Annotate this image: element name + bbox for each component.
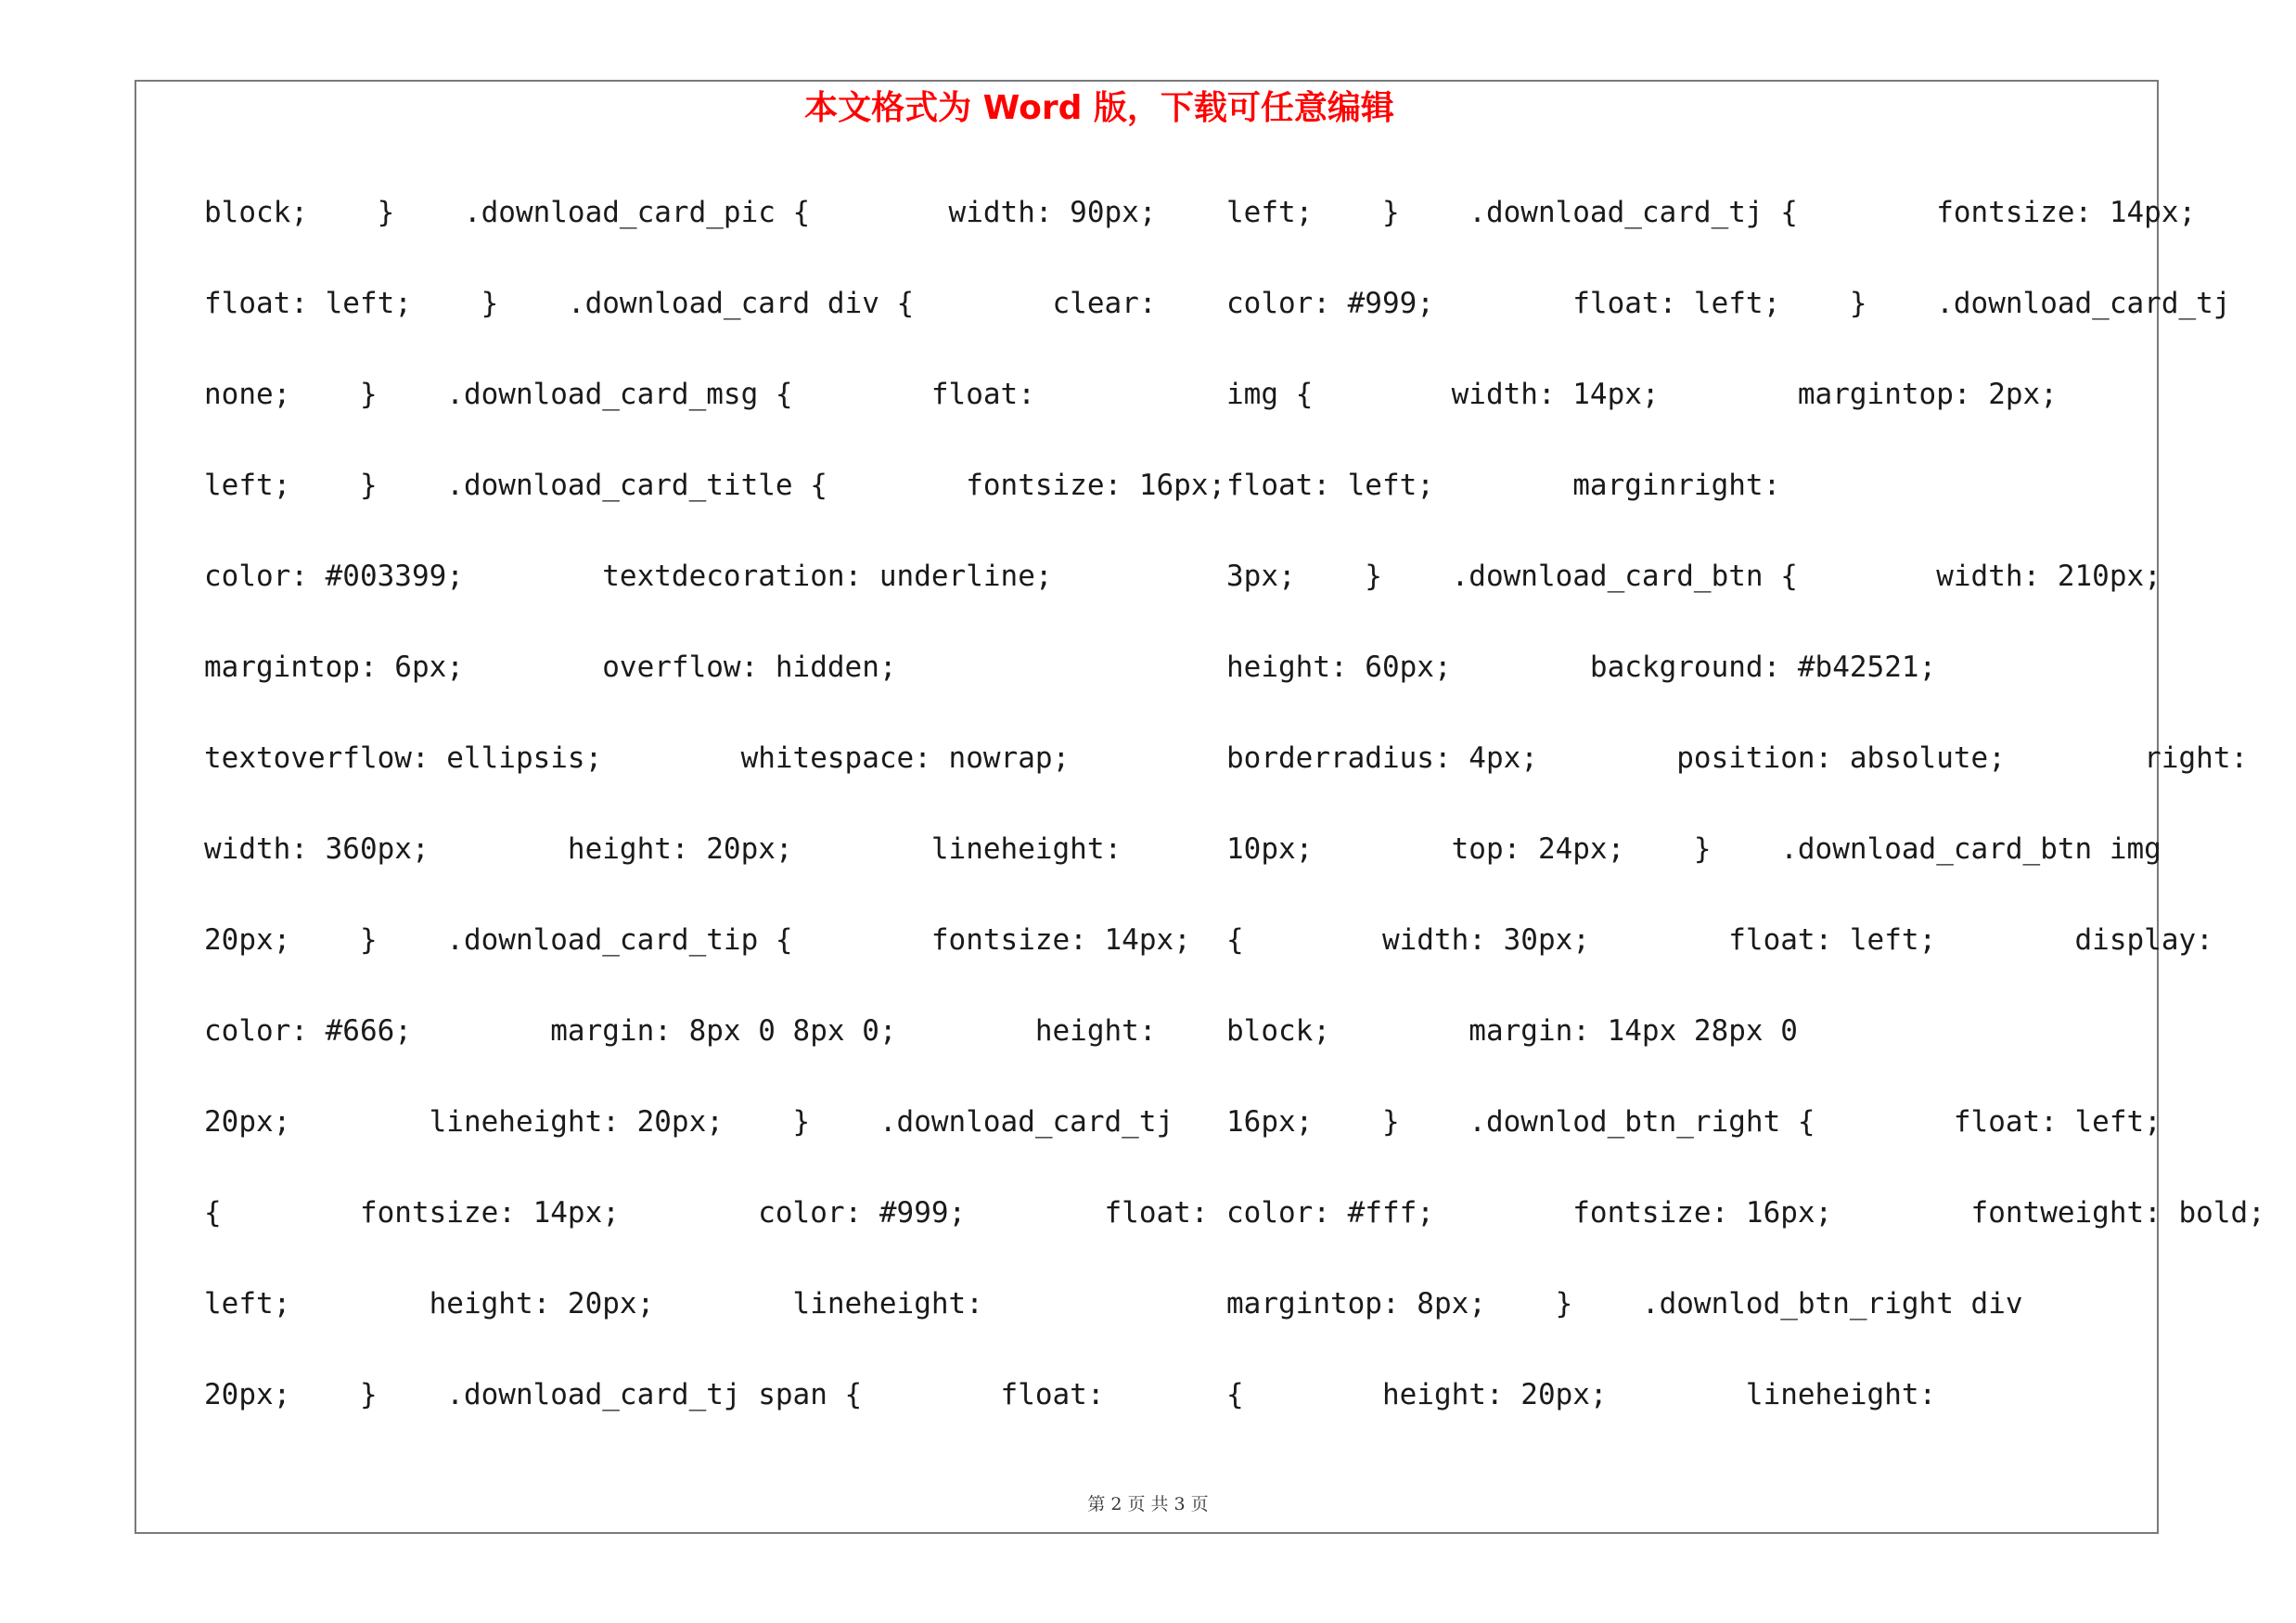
text-line: left; } .download_card_title { fontsize: 16px; (204, 469, 1226, 502)
text-line: block; } .download_card_pic { width: 90px; (204, 196, 1157, 229)
text-line: color: #666; margin: 8px 0 8px 0; height: (204, 1014, 1157, 1048)
text-line: left; } .download_card_tj { fontsize: 14px; (1226, 196, 2197, 229)
text-line: color: #999; float: left; } .download_card_tj (1226, 287, 2231, 320)
text-line: borderradius: 4px; position: absolute; right: (1226, 741, 2249, 775)
text-line: margintop: 8px; } .downlod_btn_right div (1226, 1287, 2023, 1320)
text-line: left; height: 20px; lineheight: (204, 1287, 983, 1320)
right-text-column (1226, 184, 2284, 1457)
page-number: 第 2 页 共 3 页 (1087, 1494, 1209, 1514)
text-line: block; margin: 14px 28px 0 (1226, 1014, 1798, 1048)
text-line: 10px; top: 24px; } .download_card_btn img (1226, 832, 2161, 866)
text-line: textoverflow: ellipsis; whitespace: nowrap; (204, 741, 1071, 775)
text-line: 16px; } .downlod_btn_right { float: left; (1226, 1105, 2161, 1139)
text-line: margintop: 6px; overflow: hidden; (204, 650, 897, 684)
text-line: 20px; } .download_card_tj span { float: (204, 1378, 1105, 1411)
text-line: 3px; } .download_card_btn { width: 210px; (1226, 560, 2161, 593)
text-line: none; } .download_card_msg { float: (204, 378, 1035, 411)
text-line: height: 60px; background: #b42521; (1226, 650, 1937, 684)
text-line: color: #003399; textdecoration: underline; (204, 560, 1053, 593)
text-line: float: left; } .download_card div { clear: (204, 287, 1157, 320)
text-line: { width: 30px; float: left; display: (1226, 923, 2213, 957)
text-line: { height: 20px; lineheight: (1226, 1378, 1937, 1411)
text-line: color: #fff; fontsize: 16px; fontweight: bold; (1226, 1196, 2265, 1230)
text-line: float: left; marginright: (1226, 469, 1781, 502)
text-line: img { width: 14px; margintop: 2px; (1226, 378, 2058, 411)
left-text-column (204, 184, 1262, 1457)
text-line: 20px; } .download_card_tip { fontsize: 14px; (204, 923, 1191, 957)
text-line: { fontsize: 14px; color: #999; float: (204, 1196, 1209, 1230)
text-line: width: 360px; height: 20px; lineheight: (204, 832, 1122, 866)
text-line: 20px; lineheight: 20px; } .download_card_tj (204, 1105, 1174, 1139)
header-banner: 本文格式为 Word 版，下载可任意编辑 (804, 89, 1394, 127)
